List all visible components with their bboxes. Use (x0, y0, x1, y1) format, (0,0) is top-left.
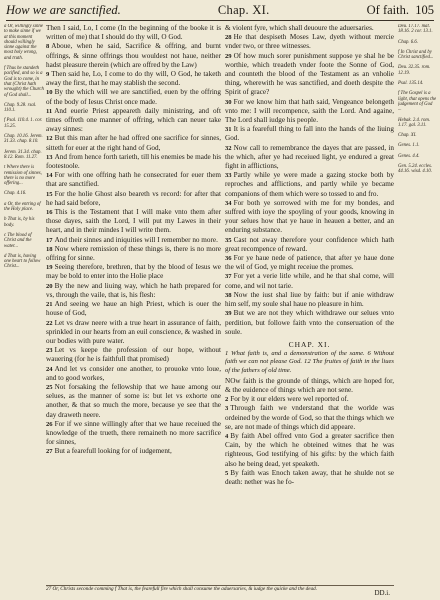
verse (46, 107, 221, 135)
verse-text: This is the Testament that I will make vnto them after those dayes, saith the Lord, I will put my Lawes in their heart, and in their mindes I will write them. (46, 208, 221, 235)
verse (46, 70, 221, 88)
verse (46, 383, 221, 420)
verse-number: 35 (225, 236, 232, 244)
verse-text: Aboue, when he said, Sacrifice & offring, and burnt offrings, & sinne offrings thou wouldest not haue, neither hadst pleasure therein (which are offred by the Law) (46, 42, 221, 69)
verse-text: For if we sinne willingly after that we haue receiued the knowledge of the trueth, there remaineth no more sacrifice for sinnes, (46, 419, 221, 447)
verse-text: Let vs draw neere with a true heart in assurance of faith, sprinkled in our hearts from an euil conscience, & washed in our bodies with pure water. (46, 318, 221, 345)
running-title-right (367, 3, 434, 18)
margin-note: a Or, willingly sinne to make sinne if we at this moment should willingly sinne against the most holy wrong, and truth. (4, 24, 43, 61)
verse-number: 2 (225, 396, 229, 404)
verse-text: Then I said, Lo, I come (In the beginning of the booke it is written of me) that I should do thy will, O God. (46, 24, 221, 42)
verse-text: Let vs keepe the profession of our hope, without wauering (for he is faithfull that promised) (46, 346, 221, 364)
verse-text: Not forsaking the fellowship that we haue among our selues, as the manner of some is: but let vs exhorte one another, & that so much the more, because ye see that the day draweth neere. (46, 382, 221, 419)
verse-text: For with one offring hath he consecrated for euer them that are sanctified. (46, 171, 221, 189)
verse (46, 208, 221, 236)
margin-note: Jerem. 31.34. chap. 8.12. Rom. 11.27. (4, 149, 42, 160)
verse-text: For we know him that hath said, Vengeance belongeth vnto me: I will recompence, saith the Lord. And againe, The Lord shall iudge his people. (225, 97, 394, 125)
margin-note: Deu. 17.17. mat. 18.16. 2 cor. 13.1. (398, 24, 433, 35)
verse-text: Cast not away therefore your confidence which hath great recompence of reward. (225, 235, 394, 253)
verse-number: 17 (46, 236, 53, 244)
hebrews-11-verses (225, 377, 394, 487)
verse-number: 16 (46, 209, 53, 217)
page-number: 105 (415, 3, 434, 17)
verse (225, 254, 394, 272)
verse (225, 33, 394, 51)
verse (46, 300, 221, 318)
margin-note: Gen. 5.24. eccles. 44.16. wisd. 4.10. (398, 164, 433, 175)
verse-text: But we are not they which withdrawe our selues vnto perdition, but followe faith vnto the conseruation of the soule. (225, 309, 394, 336)
verse-number: 38 (225, 291, 232, 299)
verse (46, 24, 221, 42)
verse-text: Partly while ye were made a gazing stocke both by reproches and afflictions, and partly while ye became companions of them which were so tossed to and fro. (225, 171, 394, 198)
verse-text: Now call to remembrance the dayes that are passed, in the which, after ye had receiued light, ye endured a great fight in afflictions, (225, 143, 394, 171)
running-title-left: How we are sanctified. (6, 3, 121, 17)
verse (225, 272, 394, 290)
verse-text: For both ye sorrowed with me for my bondes, and suffred with ioye the spoyling of your goods, knowing in your selues how that ye haue in heauen a better, and an enduring substance. (225, 198, 394, 235)
verse (225, 395, 394, 404)
verse-number: 27 (46, 448, 53, 456)
signature-mark: DD.i. (374, 589, 390, 597)
verse-number: 33 (225, 172, 232, 180)
margin-note: Psal. 135.14. (398, 81, 424, 87)
verse-number: 15 (46, 190, 53, 198)
verse (225, 144, 394, 172)
verse-text: And let vs consider one another, to prouoke vnto loue, and to good workes, (46, 364, 221, 382)
verse-number: 24 (46, 365, 53, 373)
verse (225, 469, 394, 487)
verse-text: And from hence forth tarieth, till his enemies be made his footestoole. (46, 152, 221, 171)
verse-text: By the which will we are sanctified, euen by the offring of the body of Iesus Christ once made. (46, 88, 221, 106)
verse-number: 28 (225, 34, 232, 42)
verse (225, 291, 394, 309)
verse-number: 22 (46, 319, 53, 327)
verse-text: Now the iust shal liue by faith: but if anie withdraw him self, my soule shal haue no pleasure in him. (225, 290, 394, 309)
verse-number: 37 (225, 273, 232, 281)
margin-note: f Thus he standeth pacified, and so is a God is to come, in that (Christ hath wrought) the Church of God shall... (4, 66, 44, 98)
running-title-right-text: Of faith. (366, 3, 409, 17)
margin-note: Genes. 1.1. (398, 143, 420, 149)
verse (225, 432, 394, 469)
verse-text: By faith Abel offred vnto God a greater sacrifice then Cain, by the which he obteined witnes that he was righteous, God testifying of his gifts: by the which faith also he being dead, yet speaketh. (225, 431, 394, 468)
margin-note: f Psal. 110.4. 1. cor. 15.25. (4, 118, 43, 129)
verse (46, 134, 221, 152)
verse (46, 263, 221, 281)
verse (225, 377, 394, 395)
left-margin-notes (4, 24, 44, 582)
margin-note: Chap. 9.28. rsal. 110.1. (4, 102, 37, 114)
verse (225, 236, 394, 254)
verse (225, 24, 394, 33)
verse (46, 42, 221, 70)
verse-number: 3 (225, 405, 229, 413)
verse-number: 31 (225, 126, 232, 134)
verse-number: 10 (46, 89, 53, 97)
header-rule (6, 20, 434, 21)
verse (46, 153, 221, 171)
verse-number: 13 (46, 153, 53, 161)
verse-text: Then said he, Lo, I come to do thy will, O God, he taketh away the first, that he may stablish the second. (46, 70, 221, 88)
verse-number: 21 (46, 301, 53, 309)
verse (225, 309, 394, 337)
right-margin-notes (398, 24, 437, 582)
chapter-label: Chap. XI. (217, 3, 270, 17)
verse (46, 346, 221, 364)
text-column-right (225, 24, 394, 588)
verse-number: 34 (225, 199, 232, 207)
verse-text: But this man after he had offred one sacrifice for sinnes, sitteth for euer at the right hand of God, (46, 134, 221, 152)
chapter-heading: CHAP. XI. (288, 339, 331, 349)
verse-number: 30 (225, 98, 232, 106)
verse (225, 98, 394, 126)
verse-number: 26 (46, 420, 53, 428)
verse-text: For ye haue nede of patience, that after ye haue done the wil of God, ye might receiue the promes. (225, 254, 394, 272)
verse-text: And euerie Priest appeareth daily ministring, and oft times offreth one manner of offring, which can neuer take away sinnes: (46, 106, 221, 134)
verse-text: For by it our elders were wel reported of. (230, 395, 349, 404)
margin-note: Chap. XI. (398, 133, 417, 139)
verse (225, 52, 394, 98)
verse-number: 4 (225, 432, 229, 440)
verse-number: 19 (46, 264, 53, 272)
verse (46, 236, 221, 245)
verse-text: By faith was Enoch taken away, that he shulde not se death: nether was he fo- (225, 468, 394, 486)
verse-text: By the new and liuing way, which he hath prepared for vs, through the vaile, that is, his flesh: (46, 281, 221, 299)
verse (225, 199, 394, 236)
verse-text: NOw faith is the grounde of things, which are hoped for, & the euidence of things which are not sene. (225, 376, 394, 394)
verse-number: 29 (225, 52, 232, 60)
verse-number: 8 (46, 43, 50, 51)
hebrews-10-verses (225, 24, 394, 337)
verse-text: Now where remission of these things is, there is no more offring for sinne. (46, 244, 221, 263)
margin-note: f The Gospel is a light, that opens the judgement of God ... (398, 91, 437, 113)
margin-note: d That is, having one heart to follow Christ... (4, 253, 41, 270)
verse (46, 447, 221, 456)
verse (225, 404, 394, 432)
verse-text: But a fearefull looking for of iudgement, (54, 447, 172, 456)
verse-number: 11 (46, 107, 53, 115)
verse-number: 39 (225, 310, 232, 318)
verse-number: 36 (225, 255, 232, 263)
margin-note: t Where there is remission of sinnes, there is no more offering... (4, 165, 42, 187)
footnote: 27 Or, Christs seconde comming f That is, the fearefull fire which shall consume the aduersaries, & iudge the quicke and the dead. (46, 585, 394, 597)
verse (46, 190, 221, 208)
verse-text: He that despiseth Moses Law, dyeth without mercie vnder two, or three witnesses. (225, 33, 394, 51)
text-column-left (46, 24, 221, 588)
verse-text: For the holie Ghost also beareth vs record: for after that he had said before, (46, 189, 221, 207)
margin-note: Hebak. 2.4. rom. 1.17. gal. 3.11. (398, 117, 431, 128)
verse (46, 245, 221, 263)
margin-note: f In Christ and by Christ sanctified... (398, 49, 434, 61)
margin-note: Chap. 10.16. Jerem. 31.33. chap. 8.10. (4, 134, 43, 145)
verse (46, 88, 221, 106)
verse (46, 319, 221, 347)
margin-note: a Or, the entring of the Holy place. (4, 201, 41, 213)
verse-number: 9 (46, 71, 50, 79)
verse-text: Seeing therefore, brethren, that by the blood of Iesus we may be bold to enter into the Holie place (46, 263, 221, 281)
verse-text: And their sinnes and iniquities will I remember no more. (54, 235, 218, 244)
margin-note: Chap. 6.6. (398, 39, 418, 45)
running-header (6, 3, 434, 19)
verse-number: 18 (46, 245, 53, 253)
verse (46, 420, 221, 448)
margin-note: b That is, by his body. (4, 217, 35, 228)
verse-number: 12 (46, 135, 53, 143)
chapter-summary: 1 What faith is, and a demonstration of the same. 6 Without faith we can not please God. 12 The fruites of faith in the liues of the fathers of old time. (225, 350, 394, 374)
verse-text: & violent fyre, which shall deuoure the aduersaries. (225, 24, 374, 32)
verse-text: And seeing we haue an high Priest, which is ouer the house of God, (46, 300, 221, 318)
verse (46, 171, 221, 189)
verse-number: 25 (46, 383, 53, 391)
verse (46, 282, 221, 300)
verse-number: 5 (225, 469, 229, 477)
verse-number: 32 (225, 144, 232, 152)
verse (225, 171, 394, 199)
margin-note: c The blood of Christ and the water... (4, 232, 32, 249)
verse-text: For yet a verie litle while, and he that shal come, will come, and wil not tarie. (225, 272, 394, 290)
verse (46, 365, 221, 383)
verse-text: Through faith we vnderstand that the worlde was ordeined by the worde of God, so that the things which we se, are not made of things which did appeare. (225, 404, 394, 431)
verse-text: It is a fearefull thing to fall into the hands of the liuing God. (225, 125, 394, 143)
verse-number: 20 (46, 282, 53, 290)
verse-number: 23 (46, 347, 53, 355)
margin-note: Chap. 4.16. (4, 191, 27, 197)
verse-text: Of how much sorer punishment suppose ye shal he be worthie, which treadeth vnder foote the Sonne of God, and counteth the blood of the Testament as an vnholie thing, wherewith he was sanctified, and doeth despite the Spirit of grace? (225, 51, 394, 97)
verse-number: 14 (46, 172, 53, 180)
margin-note: Deu. 32.35. rom. 12.19. (398, 65, 431, 76)
margin-note: Genes. 4.4. (398, 153, 420, 159)
verse (225, 125, 394, 143)
